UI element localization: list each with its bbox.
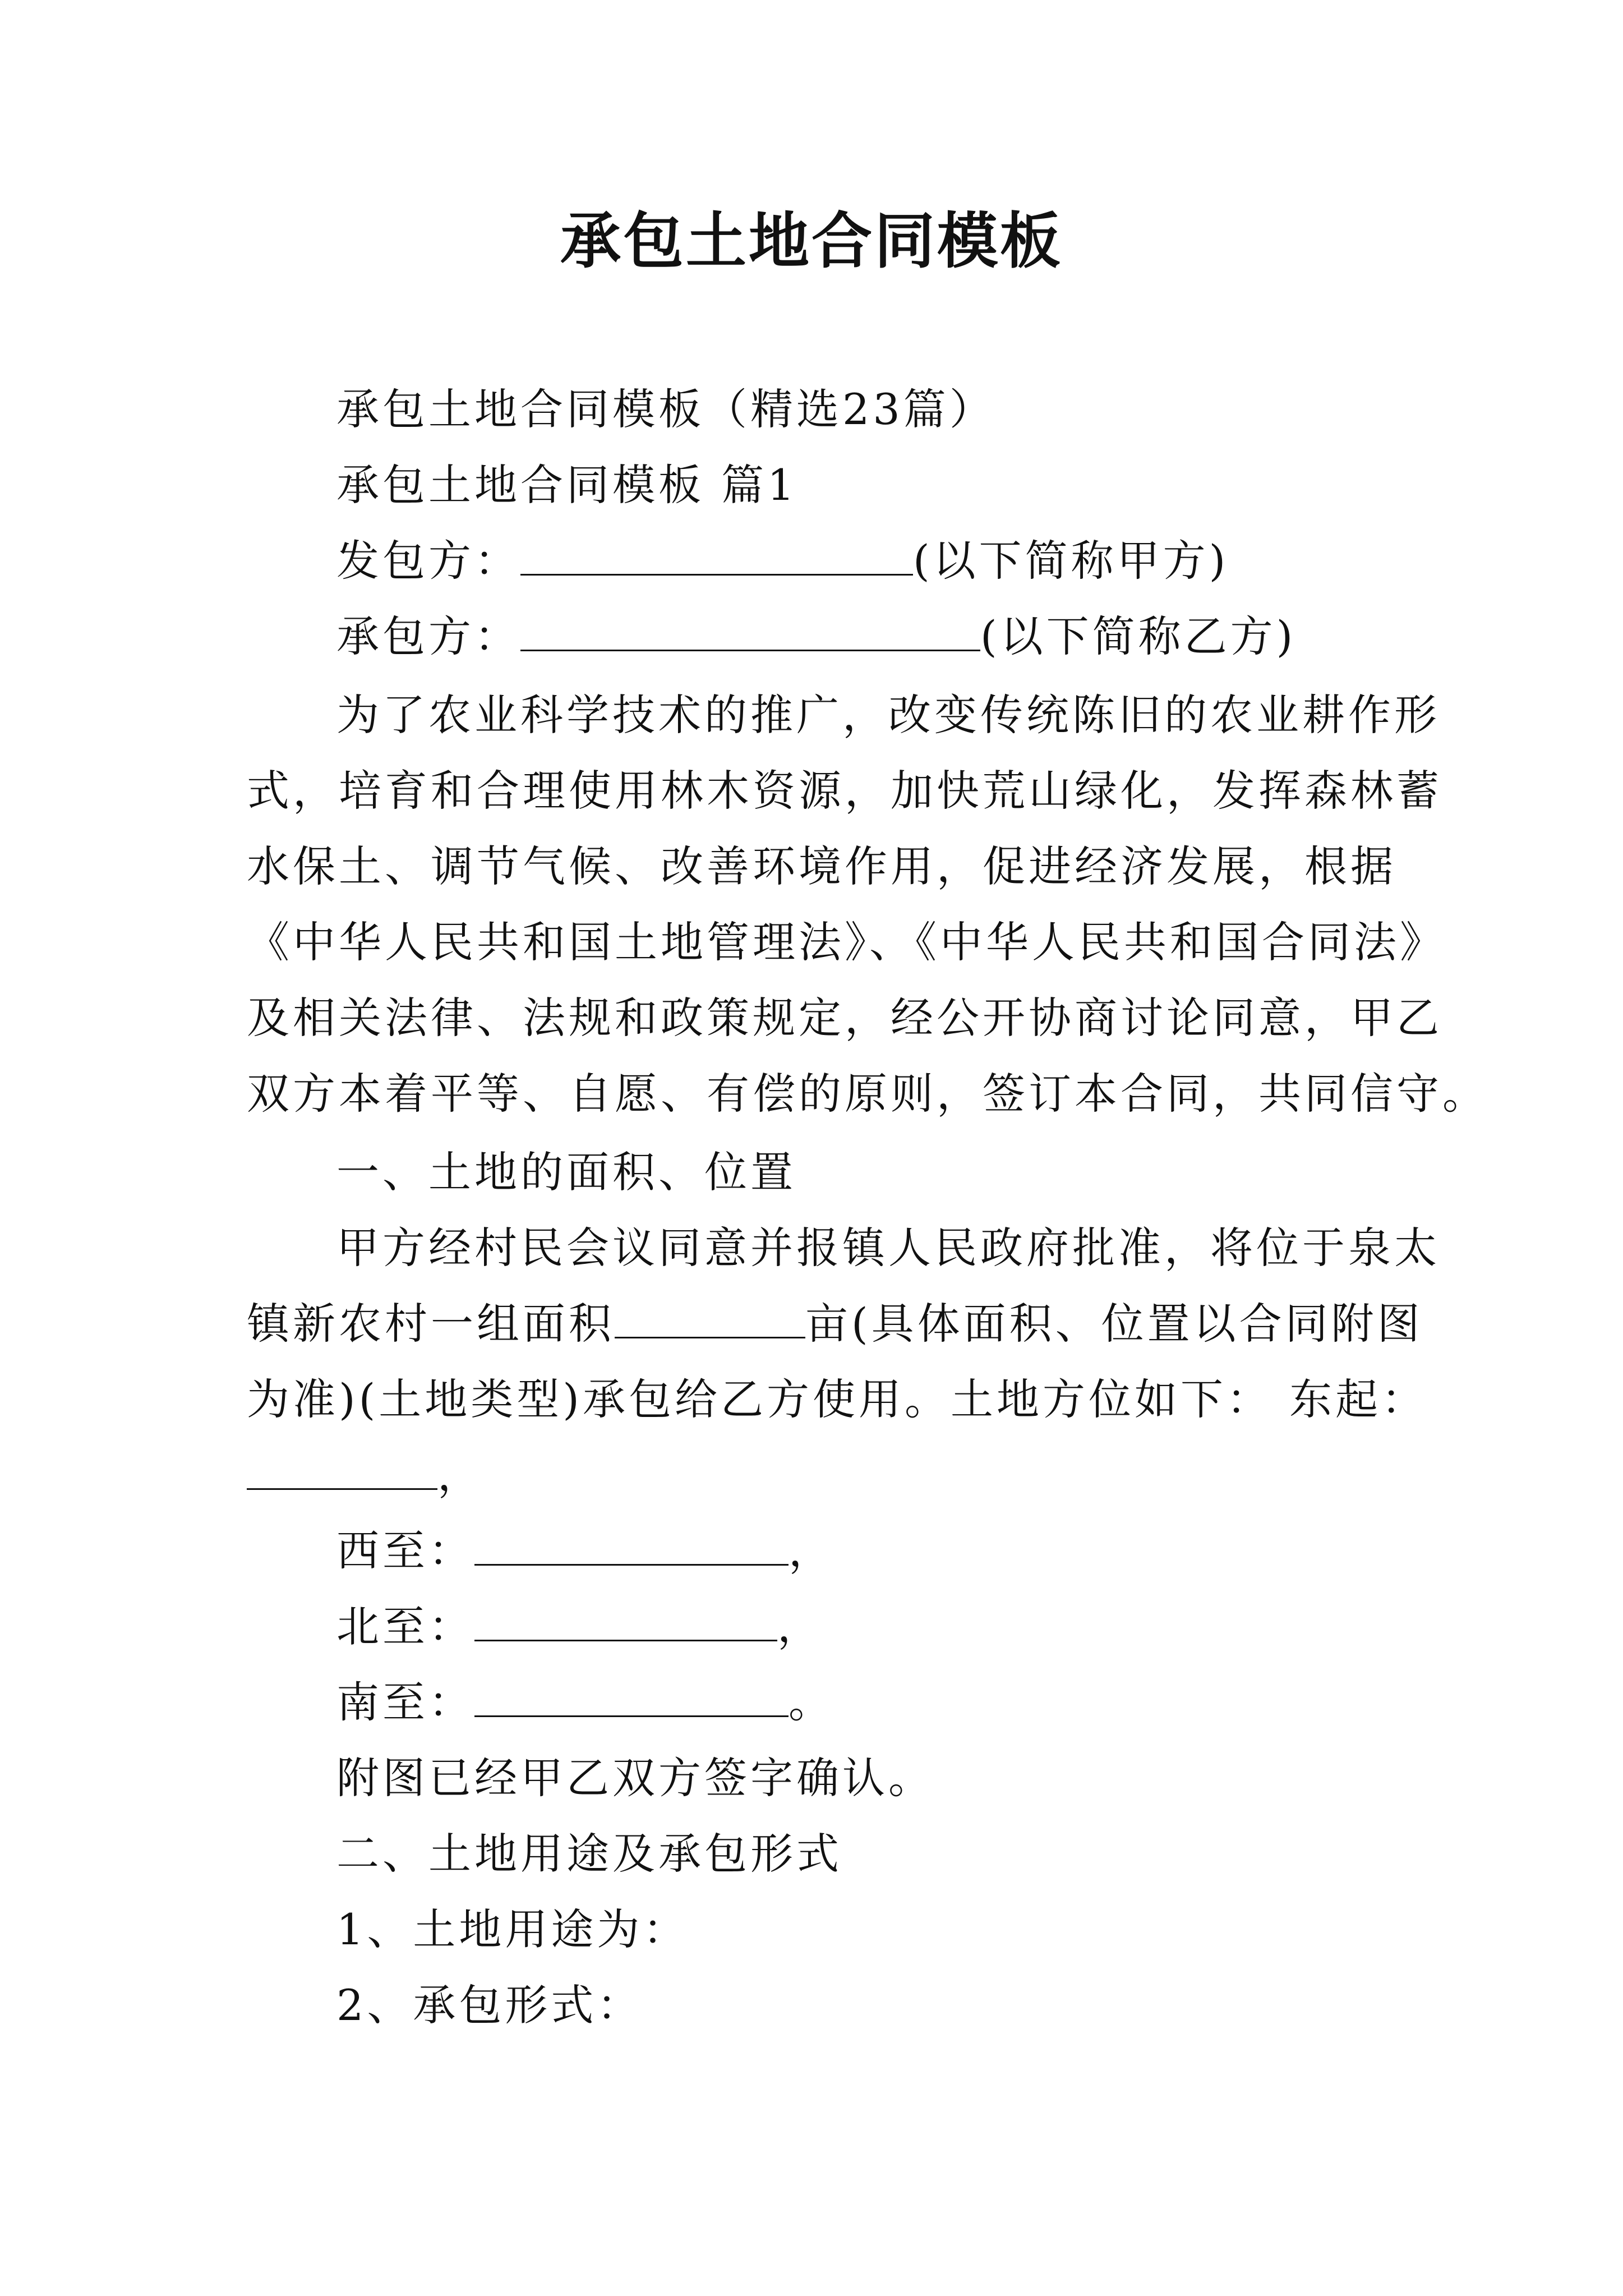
west-boundary-line xyxy=(336,1523,1469,1579)
clause-2-heading: 二、土地用途及承包形式 xyxy=(336,1829,842,1879)
party-a-line xyxy=(336,533,1469,589)
clause-1-text: 为准)(土地类型)承包给乙方使用。土地方位如下： 东起： xyxy=(247,1374,1428,1424)
preamble-line: 为了农业科学技术的推广，改变传统陈旧的农业耕作形 xyxy=(336,690,1440,740)
preamble-line: 双方本着平等、自愿、有偿的原则，签订本合同，共同信守。 xyxy=(247,1069,1488,1119)
clause-2-item: 1、土地用途为： xyxy=(336,1904,689,1954)
preamble-line: 式，培育和合理使用林木资源，加快荒山绿化，发挥森林蓄 xyxy=(247,766,1442,816)
area-prefix: 镇新农村一组面积 xyxy=(247,1299,615,1349)
east-boundary-line xyxy=(247,1447,1380,1503)
north-label: 北至： xyxy=(336,1602,474,1651)
section-heading: 承包土地合同模板 篇1 xyxy=(336,460,798,510)
area-suffix: 亩(具体面积、位置以合同附图 xyxy=(805,1299,1423,1349)
south-boundary-line xyxy=(336,1674,1469,1731)
party-b-note: (以下简称乙方) xyxy=(980,611,1297,661)
document-subtitle: 承包土地合同模板（精选23篇） xyxy=(336,384,995,434)
north-blank xyxy=(474,1600,777,1641)
preamble-line: 及相关法律、法规和政策规定，经公开协商讨论同意，甲乙 xyxy=(247,993,1442,1043)
east-end: ， xyxy=(437,1450,483,1500)
clause-1-text: 甲方经村民会议同意并报镇人民政府批准，将位于泉太 xyxy=(336,1223,1440,1273)
party-b-label: 承包方： xyxy=(336,611,520,661)
party-a-label: 发包方： xyxy=(336,536,520,586)
party-a-blank xyxy=(520,535,913,576)
party-b-blank xyxy=(520,610,980,651)
clause-1-area-line xyxy=(247,1296,1423,1352)
north-boundary-line xyxy=(336,1599,1469,1655)
south-blank xyxy=(474,1676,789,1717)
north-end: ， xyxy=(777,1602,823,1651)
west-label: 西至： xyxy=(336,1526,474,1576)
document-title: 承包土地合同模板 xyxy=(560,206,1063,277)
west-end: ， xyxy=(789,1526,834,1576)
clause-2-item: 2、承包形式： xyxy=(336,1980,643,2030)
preamble-line: 水保土、调节气候、改善环境作用，促进经济发展，根据 xyxy=(247,841,1396,891)
west-blank xyxy=(474,1525,789,1566)
party-b-line xyxy=(336,609,1469,665)
preamble-line: 《中华人民共和国土地管理法》、《中华人民共和国合同法》 xyxy=(247,917,1446,967)
attachment-note: 附图已经甲乙双方签字确认。 xyxy=(336,1753,934,1803)
south-label: 南至： xyxy=(336,1677,474,1727)
party-a-note: (以下简称甲方) xyxy=(913,536,1229,586)
area-blank xyxy=(615,1297,805,1338)
clause-1-heading: 一、土地的面积、位置 xyxy=(336,1147,796,1197)
east-blank xyxy=(247,1449,437,1490)
south-end: 。 xyxy=(789,1677,834,1727)
